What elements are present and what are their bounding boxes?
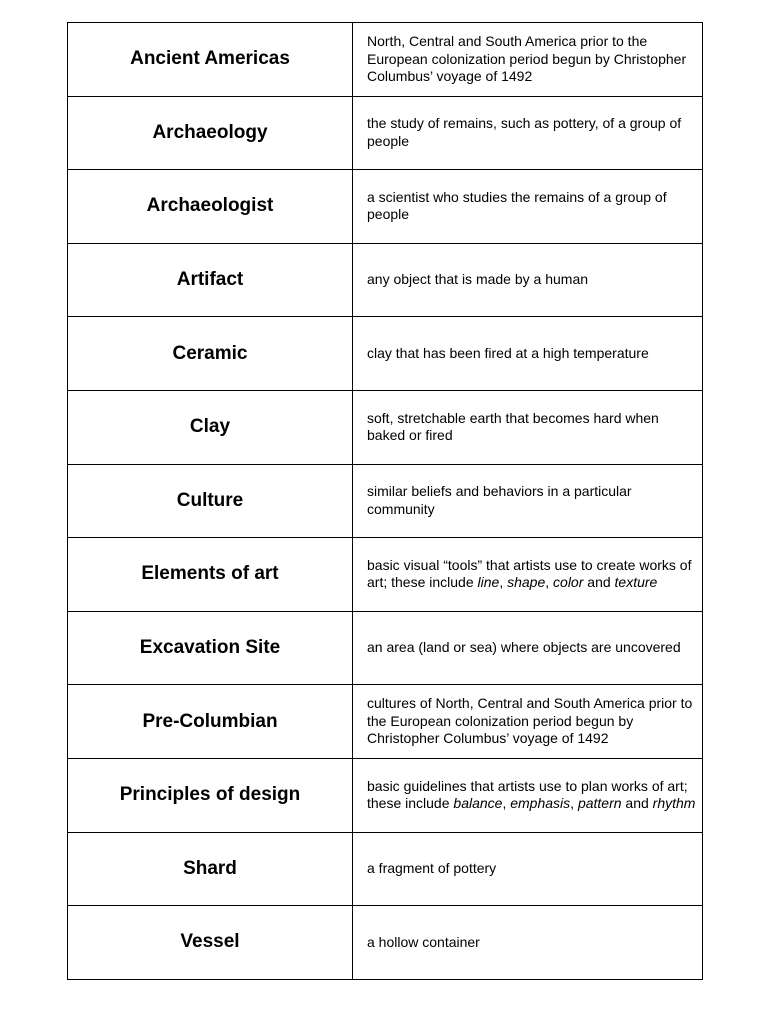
term-cell: Culture [68, 464, 353, 538]
definition-cell [353, 538, 703, 612]
term-cell: Elements of art [68, 538, 353, 612]
table-row [68, 611, 703, 685]
table-row [68, 243, 703, 317]
definition-cell: North, Central and South America prior to the European colonization period begun by Christopher Columbus’ voyage of 1492 [353, 23, 703, 97]
definition-text: and [621, 795, 653, 812]
definition-cell: similar beliefs and behaviors in a particular community [353, 464, 703, 538]
table-row [68, 23, 703, 97]
definition-emphasis: color [553, 574, 584, 591]
definition-emphasis: texture [614, 574, 658, 591]
definition-text: basic visual “tools” that artists use to create works of art; these include [367, 556, 692, 591]
term-cell: Vessel [68, 906, 353, 980]
definition-cell [353, 758, 703, 832]
table-row [68, 538, 703, 612]
definition-cell: cultures of North, Central and South America prior to the European colonization period begun by Christopher Columbus’ voyage of 1492 [353, 685, 703, 759]
definition-emphasis: pattern [577, 795, 622, 812]
definition-emphasis: line [477, 574, 500, 591]
definition-emphasis: emphasis [510, 795, 571, 812]
vocabulary-table [67, 22, 703, 980]
definition-cell: clay that has been fired at a high temperature [353, 317, 703, 391]
definition-text: , [570, 795, 578, 812]
term-cell: Archaeologist [68, 170, 353, 244]
term-cell: Artifact [68, 243, 353, 317]
table-row [68, 390, 703, 464]
definition-cell: an area (land or sea) where objects are uncovered [353, 611, 703, 685]
definition-emphasis: balance [453, 795, 503, 812]
table-row [68, 170, 703, 244]
term-cell: Excavation Site [68, 611, 353, 685]
definition-text: , [499, 574, 508, 591]
term-cell: Archaeology [68, 96, 353, 170]
term-cell: Ceramic [68, 317, 353, 391]
definition-cell: a scientist who studies the remains of a group of people [353, 170, 703, 244]
term-cell: Pre-Columbian [68, 685, 353, 759]
table-row [68, 317, 703, 391]
table-row [68, 685, 703, 759]
definition-cell: a hollow container [353, 906, 703, 980]
table-row [68, 96, 703, 170]
definition-emphasis: shape [507, 574, 546, 591]
table-row [68, 906, 703, 980]
definition-text: , [502, 795, 511, 812]
definition-text: , [545, 574, 554, 591]
definition-cell: the study of remains, such as pottery, of a group of people [353, 96, 703, 170]
table-row [68, 758, 703, 832]
definition-cell: a fragment of pottery [353, 832, 703, 906]
term-cell: Shard [68, 832, 353, 906]
definition-text: and [583, 574, 615, 591]
definition-emphasis: rhythm [652, 795, 696, 812]
term-cell: Clay [68, 390, 353, 464]
definition-cell: soft, stretchable earth that becomes hard when baked or fired [353, 390, 703, 464]
table-row [68, 464, 703, 538]
term-cell: Ancient Americas [68, 23, 353, 97]
definition-text: basic guidelines that artists use to plan works of art; these include [367, 777, 688, 812]
definition-cell: any object that is made by a human [353, 243, 703, 317]
table-row [68, 832, 703, 906]
term-cell: Principles of design [68, 758, 353, 832]
